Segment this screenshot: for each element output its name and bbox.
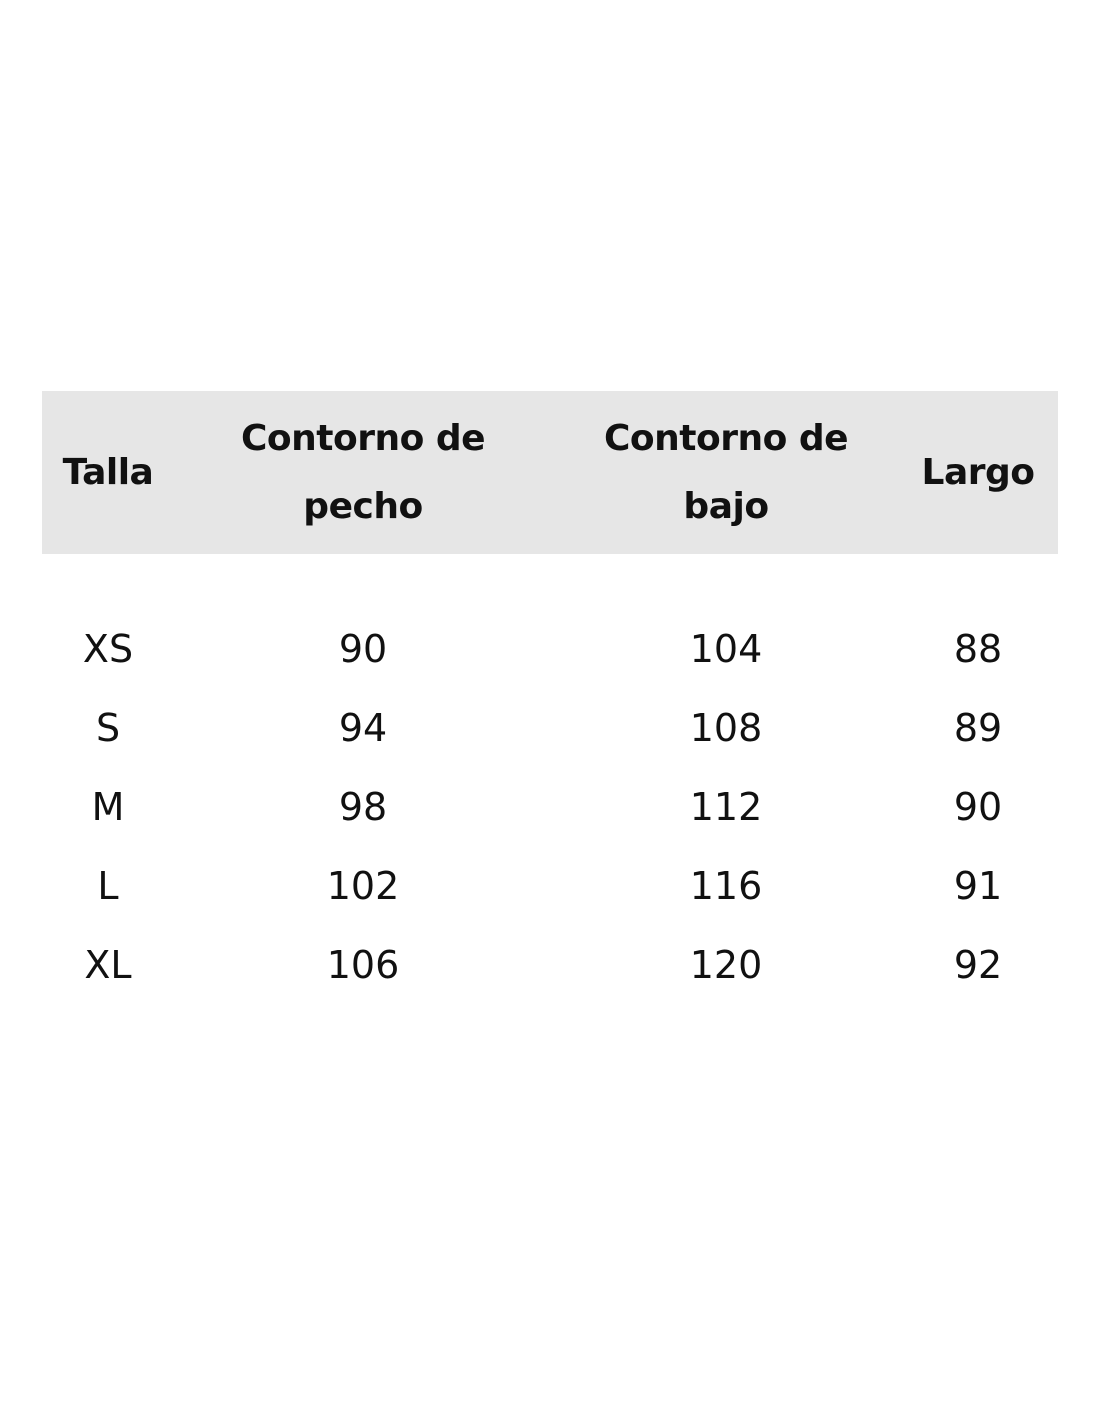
cell-contorno-pecho: 90: [338, 626, 388, 671]
header-contorno-pecho-line2: pecho: [303, 485, 423, 527]
cell-talla: XS: [82, 626, 134, 671]
cell-contorno-bajo: 116: [689, 863, 763, 908]
cell-talla: L: [97, 863, 119, 908]
table-row: [42, 846, 1058, 925]
table-row: [42, 925, 1058, 1004]
table-body: [42, 609, 1058, 1004]
table-row: [42, 609, 1058, 688]
cell-contorno-bajo: 104: [689, 626, 763, 671]
header-largo: [908, 391, 1048, 554]
header-talla: [42, 391, 174, 554]
cell-contorno-pecho: 106: [326, 942, 400, 987]
cell-contorno-pecho: 94: [338, 705, 388, 750]
cell-largo: 88: [953, 626, 1003, 671]
table-header: [42, 391, 1058, 554]
cell-talla: S: [95, 705, 121, 750]
header-contorno-bajo-line1: Contorno de: [603, 417, 849, 459]
cell-contorno-pecho: 102: [326, 863, 400, 908]
header-talla-label: Talla: [62, 451, 154, 493]
cell-contorno-bajo: 108: [689, 705, 763, 750]
header-contorno-bajo-line2: bajo: [683, 485, 769, 527]
cell-largo: 91: [953, 863, 1003, 908]
cell-contorno-bajo: 112: [689, 784, 763, 829]
cell-largo: 90: [953, 784, 1003, 829]
table-row: [42, 767, 1058, 846]
cell-largo: 89: [953, 705, 1003, 750]
cell-contorno-bajo: 120: [689, 942, 763, 987]
header-contorno-bajo: [581, 391, 871, 554]
header-contorno-pecho: [218, 391, 508, 554]
cell-contorno-pecho: 98: [338, 784, 388, 829]
cell-talla: M: [91, 784, 125, 829]
header-contorno-pecho-line1: Contorno de: [240, 417, 486, 459]
header-largo-label: Largo: [921, 451, 1035, 493]
table-row: [42, 688, 1058, 767]
cell-talla: XL: [84, 942, 132, 987]
size-chart-table: [42, 391, 1058, 1004]
cell-largo: 92: [953, 942, 1003, 987]
